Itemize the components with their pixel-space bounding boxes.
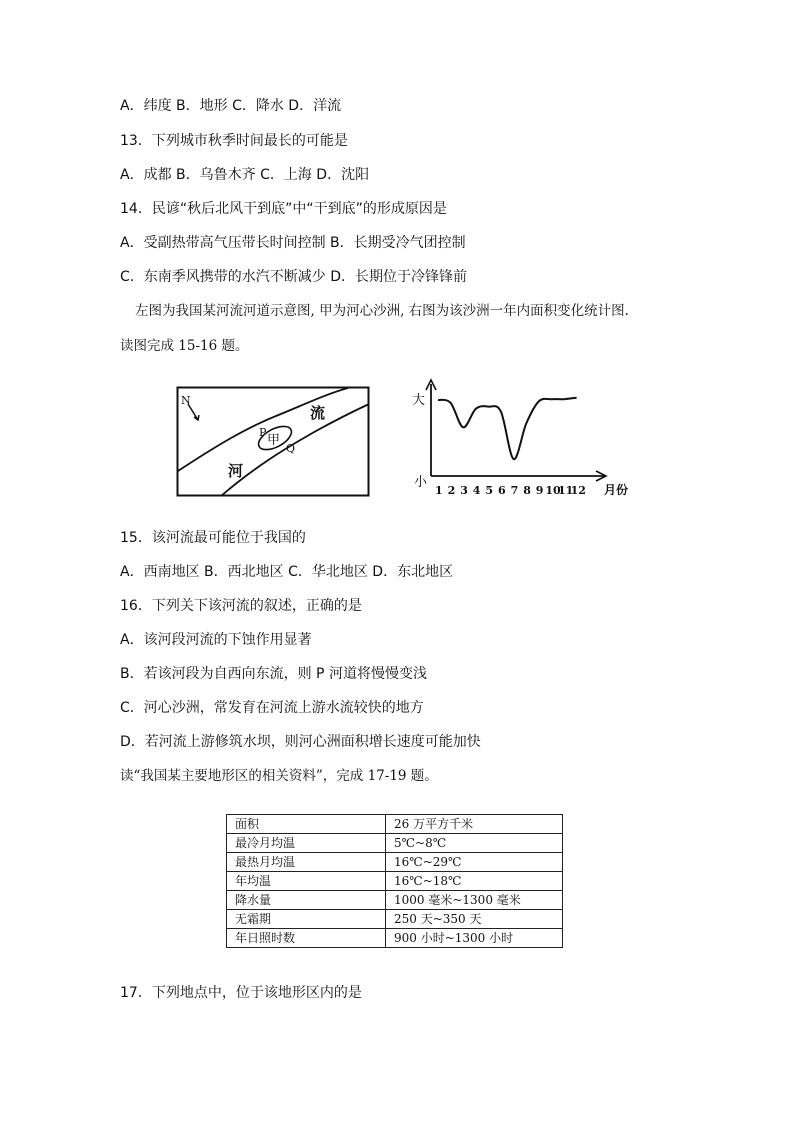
table-cell: 年均温 (227, 872, 386, 891)
north-label: N (181, 394, 191, 407)
table-cell: 16℃~18℃ (386, 872, 563, 891)
table-cell: 降水量 (227, 891, 386, 910)
area-series-line (438, 398, 577, 460)
question-15: 15．该河流最可能位于我国的 (120, 530, 306, 546)
question-13: 13．下列城市秋季时间最长的可能是 (120, 133, 348, 149)
x-tick-label: 9 (535, 484, 544, 497)
table-cell: 最冷月均温 (227, 834, 386, 853)
label-he: 河 (228, 462, 244, 480)
table-cell: 无霜期 (227, 910, 386, 929)
sandbar-area-chart (408, 376, 638, 506)
label-p: P (259, 426, 267, 439)
option-line-15: A．西南地区 B．西北地区 C．华北地区 D．东北地区 (120, 564, 454, 580)
option-line-12: A．纬度 B．地形 C．降水 D．洋流 (120, 98, 342, 114)
y-label-bottom: 小 (414, 475, 428, 490)
x-tick-label: 7 (510, 484, 519, 497)
option-16d: D．若河流上游修筑水坝，则河心洲面积增长速度可能加快 (120, 734, 481, 750)
table-cell: 5℃~8℃ (386, 834, 563, 853)
table-row (227, 853, 563, 872)
table-row (227, 834, 563, 853)
table-cell: 26 万平方千米 (386, 815, 563, 834)
table-cell: 16℃~29℃ (386, 853, 563, 872)
question-17: 17．下列地点中，位于该地形区内的是 (120, 985, 362, 1001)
label-q: Q (286, 442, 296, 455)
option-line-14b: C．东南季风携带的水汽不断减少 D．长期位于冷锋锋前 (120, 269, 468, 285)
river-channel-map (176, 386, 370, 498)
table-cell: 900 小时~1300 小时 (386, 929, 563, 948)
chart-axes (426, 380, 606, 481)
x-tick-label: 3 (460, 484, 468, 497)
x-tick-label: 11 (558, 484, 574, 497)
reading-intro-17-19: 读“我国某主要地形区的相关资料”，完成 17-19 题。 (120, 768, 438, 784)
table-row (227, 815, 563, 834)
table-row (227, 891, 563, 910)
table-cell: 250 天~350 天 (386, 910, 563, 929)
table-cell: 最热月均温 (227, 853, 386, 872)
table-row (227, 872, 563, 891)
table-cell: 1000 毫米~1300 毫米 (386, 891, 563, 910)
reading-intro-15-16: 左图为我国某河流河道示意图, 甲为河心沙洲, 右图为该沙洲一年内面积变化统计图. (135, 303, 629, 319)
north-arrow-icon (188, 404, 199, 420)
y-label-top: 大 (412, 393, 426, 408)
option-line-13: A．成都 B．乌鲁木齐 C．上海 D．沈阳 (120, 167, 370, 183)
x-tick-label: 10 (545, 484, 561, 497)
label-jia: 甲 (267, 433, 281, 448)
x-tick-label: 2 (447, 484, 456, 497)
table-row (227, 929, 563, 948)
reading-intro-15-16-cont: 读图完成 15-16 题。 (120, 338, 249, 354)
x-tick-label: 1 (435, 484, 443, 497)
option-line-14a: A．受副热带高气压带长时间控制 B．长期受冷气团控制 (120, 235, 466, 251)
option-16b: B．若该河段为自西向东流，则 P 河道将慢慢变浅 (120, 666, 427, 682)
x-tick-label: 12 (570, 484, 586, 497)
landform-data-table (226, 814, 563, 948)
x-tick-label: 8 (523, 484, 531, 497)
x-tick-label: 6 (498, 484, 506, 497)
label-liu: 流 (310, 404, 326, 422)
x-tick-label: 4 (472, 484, 481, 497)
x-axis-label: 月份 (604, 483, 629, 497)
option-16c: C．河心沙洲，常发育在河流上游水流较快的地方 (120, 700, 424, 716)
table-cell: 面积 (227, 815, 386, 834)
table-cell: 年日照时数 (227, 929, 386, 948)
x-tick-label: 5 (485, 484, 494, 497)
question-14: 14．民谚“秋后北风干到底”中“干到底”的形成原因是 (120, 201, 447, 217)
table-row (227, 910, 563, 929)
option-16a: A．该河段河流的下蚀作用显著 (120, 632, 312, 648)
question-16: 16．下列关下该河流的叙述，正确的是 (120, 598, 362, 614)
